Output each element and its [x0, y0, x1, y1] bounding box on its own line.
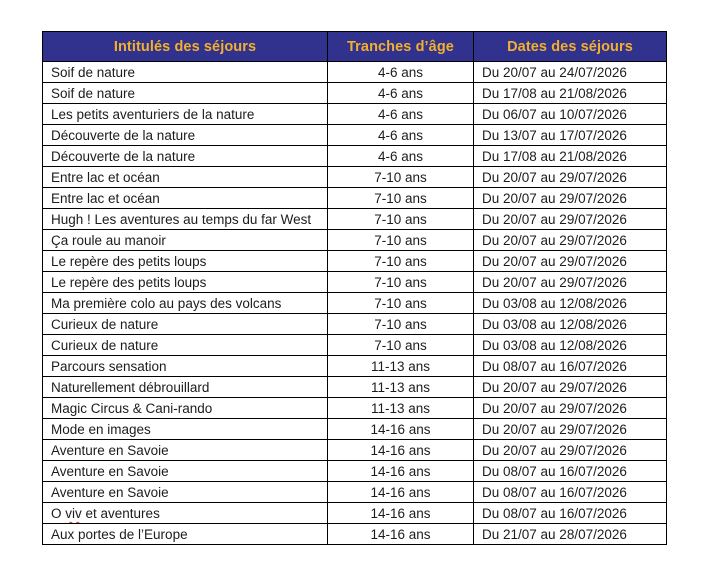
table-row [43, 188, 667, 209]
cell-age-range: 7-10 ans [328, 293, 474, 314]
cell-age-range: 7-10 ans [328, 272, 474, 293]
table-row [43, 314, 667, 335]
cell-dates: Du 03/08 au 12/08/2026 [474, 293, 667, 314]
cell-dates: Du 03/08 au 12/08/2026 [474, 314, 667, 335]
cell-sejour-title: Mode en images [43, 419, 328, 440]
cell-age-range: 7-10 ans [328, 230, 474, 251]
table-row [43, 482, 667, 503]
cell-age-range: 4-6 ans [328, 146, 474, 167]
cell-age-range: 4-6 ans [328, 62, 474, 83]
misspelled-word: viv [65, 506, 82, 521]
cell-sejour-title: Découverte de la nature [43, 125, 328, 146]
table-row [43, 461, 667, 482]
cell-dates: Du 08/07 au 16/07/2026 [474, 482, 667, 503]
table-row [43, 524, 667, 545]
cell-age-range: 4-6 ans [328, 104, 474, 125]
cell-sejour-title: Hugh ! Les aventures au temps du far West [43, 209, 328, 230]
cell-dates: Du 06/07 au 10/07/2026 [474, 104, 667, 125]
cell-dates: Du 20/07 au 29/07/2026 [474, 419, 667, 440]
table-row [43, 167, 667, 188]
document-page [42, 31, 667, 545]
table-row [43, 272, 667, 293]
cell-age-range: 7-10 ans [328, 335, 474, 356]
cell-age-range: 14-16 ans [328, 503, 474, 524]
table-row [43, 230, 667, 251]
table-row [43, 62, 667, 83]
cell-age-range: 7-10 ans [328, 314, 474, 335]
table-row [43, 209, 667, 230]
cell-dates: Du 08/07 au 16/07/2026 [474, 503, 667, 524]
cell-sejour-title: Le repère des petits loups [43, 272, 328, 293]
table-row [43, 356, 667, 377]
cell-sejour-title: Ma première colo au pays des volcans [43, 293, 328, 314]
cell-sejour-title: Parcours sensation [43, 356, 328, 377]
cell-dates: Du 20/07 au 29/07/2026 [474, 251, 667, 272]
table-row [43, 251, 667, 272]
cell-age-range: 7-10 ans [328, 209, 474, 230]
cell-age-range: 11-13 ans [328, 356, 474, 377]
cell-sejour-title: Naturellement débrouillard [43, 377, 328, 398]
table-row [43, 293, 667, 314]
cell-age-range: 14-16 ans [328, 419, 474, 440]
cell-sejour-title: Soif de nature [43, 62, 328, 83]
cell-age-range: 4-6 ans [328, 83, 474, 104]
cell-age-range: 11-13 ans [328, 377, 474, 398]
cell-dates: Du 20/07 au 29/07/2026 [474, 188, 667, 209]
cell-dates: Du 17/08 au 21/08/2026 [474, 146, 667, 167]
header-row [43, 32, 667, 62]
table-row [43, 125, 667, 146]
cell-age-range: 14-16 ans [328, 524, 474, 545]
cell-dates: Du 17/08 au 21/08/2026 [474, 83, 667, 104]
table-row [43, 398, 667, 419]
cell-sejour-title: Magic Circus & Cani-rando [43, 398, 328, 419]
cell-sejour-title: Curieux de nature [43, 335, 328, 356]
cell-sejour-title: Soif de nature [43, 83, 328, 104]
table-row [43, 146, 667, 167]
table-row [43, 104, 667, 125]
table-row [43, 377, 667, 398]
cell-dates: Du 20/07 au 24/07/2026 [474, 62, 667, 83]
cell-age-range: 14-16 ans [328, 461, 474, 482]
cell-sejour-title: Aventure en Savoie [43, 482, 328, 503]
cell-dates: Du 08/07 au 16/07/2026 [474, 356, 667, 377]
cell-sejour-title: Ça roule au manoir [43, 230, 328, 251]
cell-age-range: 14-16 ans [328, 440, 474, 461]
cell-dates: Du 20/07 au 29/07/2026 [474, 167, 667, 188]
cell-sejour-title [43, 503, 328, 524]
cell-dates: Du 20/07 au 29/07/2026 [474, 272, 667, 293]
title-text: et aventures [81, 506, 160, 521]
cell-dates: Du 20/07 au 29/07/2026 [474, 209, 667, 230]
cell-sejour-title: Le repère des petits loups [43, 251, 328, 272]
cell-sejour-title: Aux portes de l’Europe [43, 524, 328, 545]
table-row [43, 440, 667, 461]
cell-age-range: 14-16 ans [328, 482, 474, 503]
cell-age-range: 11-13 ans [328, 398, 474, 419]
cell-age-range: 4-6 ans [328, 125, 474, 146]
cell-dates: Du 20/07 au 29/07/2026 [474, 377, 667, 398]
cell-sejour-title: Aventure en Savoie [43, 461, 328, 482]
header-dates: Dates des séjours [474, 32, 667, 62]
header-intitules: Intitulés des séjours [43, 32, 328, 62]
table-row [43, 335, 667, 356]
cell-dates: Du 03/08 au 12/08/2026 [474, 335, 667, 356]
cell-age-range: 7-10 ans [328, 188, 474, 209]
cell-sejour-title: Entre lac et océan [43, 188, 328, 209]
table-row [43, 419, 667, 440]
cell-age-range: 7-10 ans [328, 167, 474, 188]
cell-dates: Du 21/07 au 28/07/2026 [474, 524, 667, 545]
cell-sejour-title: Les petits aventuriers de la nature [43, 104, 328, 125]
table-row [43, 503, 667, 524]
cell-dates: Du 20/07 au 29/07/2026 [474, 230, 667, 251]
sejours-table [42, 31, 667, 545]
table-row [43, 83, 667, 104]
table-header [43, 32, 667, 62]
cell-sejour-title: Aventure en Savoie [43, 440, 328, 461]
cell-sejour-title: Curieux de nature [43, 314, 328, 335]
cell-sejour-title: Découverte de la nature [43, 146, 328, 167]
cell-dates: Du 20/07 au 29/07/2026 [474, 440, 667, 461]
cell-dates: Du 20/07 au 29/07/2026 [474, 398, 667, 419]
header-tranches-age: Tranches d’âge [328, 32, 474, 62]
cell-age-range: 7-10 ans [328, 251, 474, 272]
cell-dates: Du 08/07 au 16/07/2026 [474, 461, 667, 482]
cell-sejour-title: Entre lac et océan [43, 167, 328, 188]
title-text: O [51, 506, 66, 521]
table-body [43, 62, 667, 545]
cell-dates: Du 13/07 au 17/07/2026 [474, 125, 667, 146]
